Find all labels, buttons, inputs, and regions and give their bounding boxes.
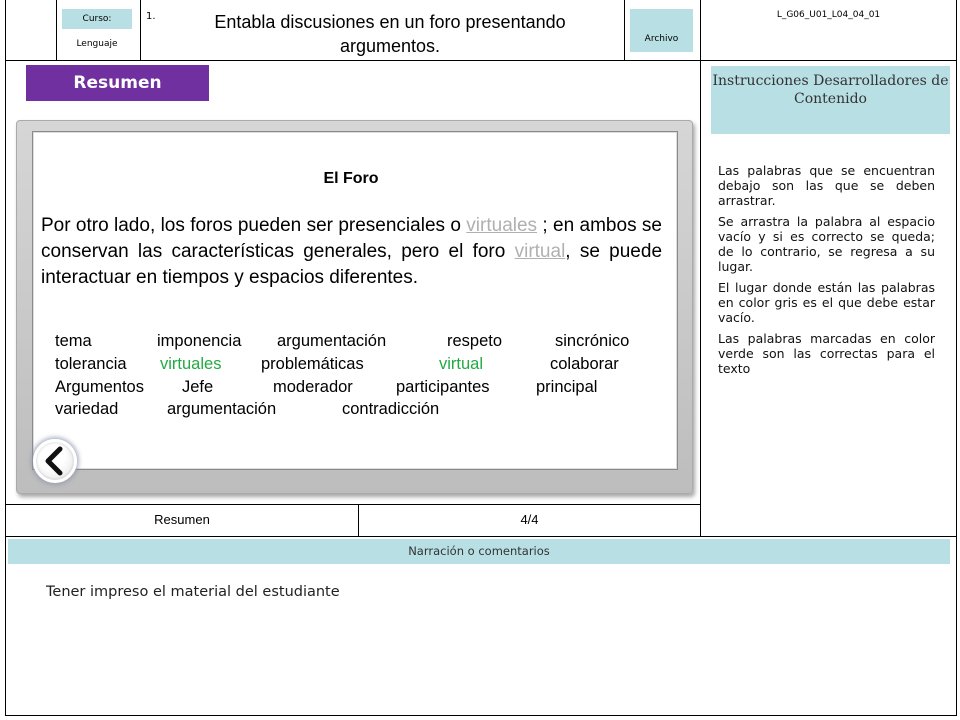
main-sep	[700, 60, 701, 536]
back-button[interactable]	[33, 439, 77, 483]
header-sep-3	[624, 0, 625, 60]
instruction-paragraph: El lugar donde están las palabras en color gris es el que debe estar vacío.	[718, 280, 935, 325]
header-sep-1	[56, 0, 57, 60]
slide-paragraph	[41, 213, 662, 291]
section-badge: Resumen	[26, 65, 209, 101]
instructions-text	[718, 163, 935, 382]
drop-zone-2[interactable]: virtual	[514, 241, 566, 262]
back-arrow-icon	[33, 439, 77, 483]
word-jefe[interactable]: Jefe	[182, 378, 214, 396]
word-argumentos[interactable]: Argumentos	[55, 378, 144, 396]
word-contradiccion[interactable]: contradicción	[342, 400, 440, 418]
header-sep-2	[140, 0, 141, 60]
word-problematicas[interactable]: problemáticas	[261, 355, 364, 373]
instruction-paragraph: Las palabras que se encuentran debajo son las que se deben arrastrar.	[718, 163, 935, 208]
instructions-title: Instrucciones Desarrolladores de Contenido	[711, 66, 950, 134]
narration-top	[5, 536, 957, 537]
word-moderador[interactable]: moderador	[273, 378, 353, 396]
word-bank	[55, 332, 655, 422]
word-variedad[interactable]: variedad	[55, 400, 119, 418]
archivo-label: Archivo	[644, 34, 679, 44]
instruction-paragraph: Se arrastra la palabra al espacio vacío y si es correcto se queda; de lo contrario, se regresa a su lugar.	[718, 214, 935, 274]
word-imponencia[interactable]: imponencia	[157, 332, 242, 350]
narration-label: Narración o comentarios	[8, 539, 950, 564]
page-indicator: 4/4	[520, 512, 539, 527]
slide-heading: El Foro	[323, 170, 379, 187]
border-left	[5, 0, 6, 716]
course-label-text: Curso:	[82, 14, 112, 24]
lesson-code: L_G06_U01_L04_04_01	[776, 10, 881, 20]
word-colaborar[interactable]: colaborar	[550, 355, 619, 373]
page-title: Entabla discusiones en un foro presentando argumentos.	[214, 12, 566, 56]
border-bottom	[5, 715, 957, 716]
instruction-paragraph: Las palabras marcadas en color verde son las correctas para el texto	[718, 331, 935, 376]
paragraph-text: , se puede interactuar en tiempos y espacios diferentes.	[41, 241, 663, 288]
header-divider	[5, 60, 957, 61]
archivo-button[interactable]	[630, 9, 693, 52]
narration-text: Tener impreso el material del estudiante	[46, 584, 340, 600]
course-value: Lenguaje	[76, 39, 118, 49]
word-virtual[interactable]: virtual	[439, 355, 484, 373]
item-number: 1.	[146, 11, 156, 22]
word-sincronico[interactable]: sincrónico	[555, 332, 630, 350]
word-tema[interactable]: tema	[55, 332, 92, 350]
word-respeto[interactable]: respeto	[447, 332, 503, 350]
course-label	[62, 9, 132, 29]
word-principal[interactable]: principal	[536, 378, 598, 396]
word-participantes[interactable]: participantes	[396, 378, 490, 396]
paragraph-text: Por otro lado, los foros pueden ser presenciales o	[41, 215, 461, 236]
header-sep-4	[700, 0, 701, 60]
word-argumentacion-2[interactable]: argumentación	[167, 400, 277, 418]
word-argumentacion[interactable]: argumentación	[277, 332, 387, 350]
word-tolerancia[interactable]: tolerancia	[55, 355, 127, 373]
word-virtuales[interactable]: virtuales	[160, 355, 222, 373]
border-right	[956, 0, 957, 716]
drop-zone-1[interactable]: virtuales	[466, 215, 538, 236]
screen-name: Resumen	[154, 512, 210, 527]
paragraph-text: ; en ambos se conservan las características generales, pero el foro	[41, 215, 662, 262]
